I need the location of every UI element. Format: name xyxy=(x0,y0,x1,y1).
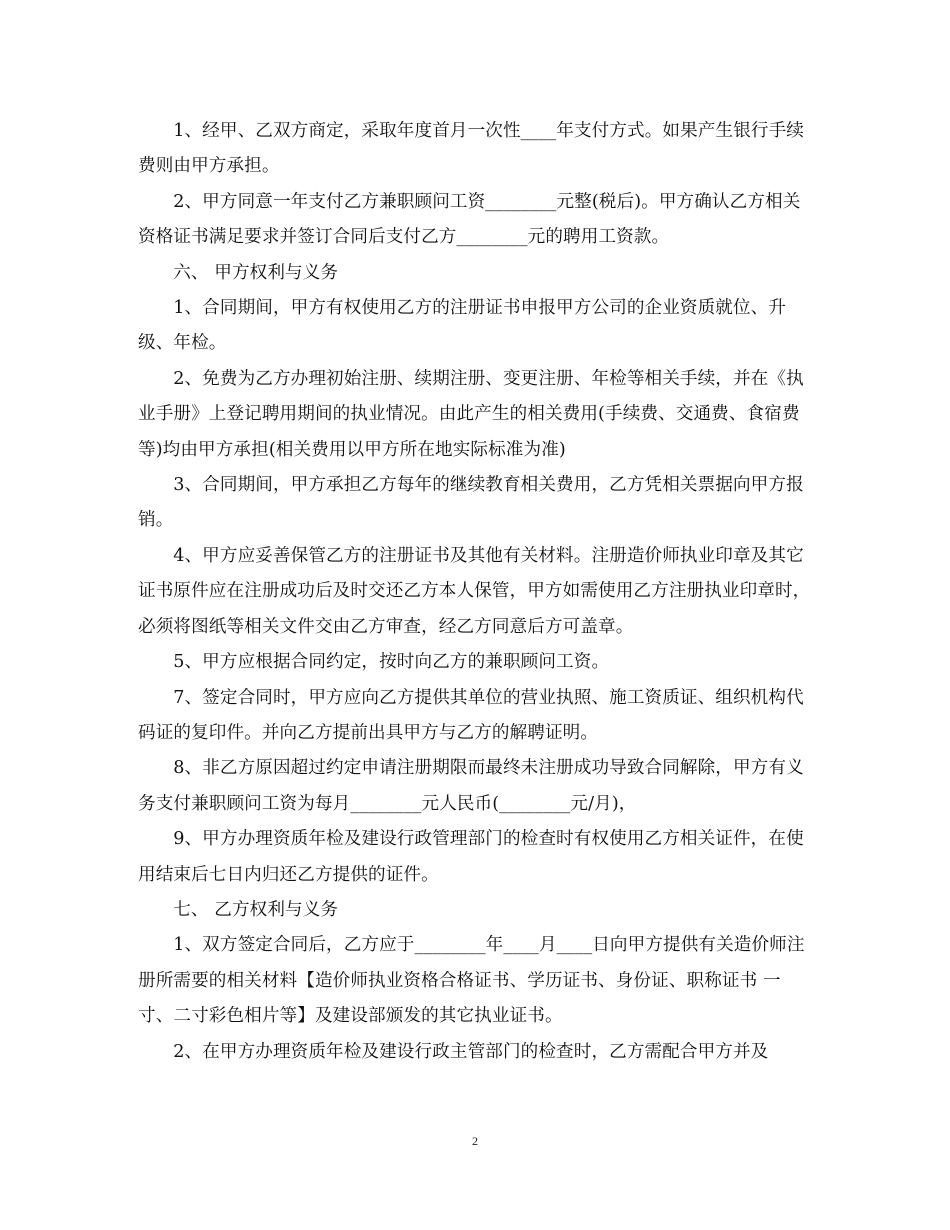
clause-6-9: 9、甲方办理资质年检及建设行政管理部门的检查时有权使用乙方相关证件，在使用结束后七日内归还乙方提供的证件。 xyxy=(138,829,804,885)
clause-6-4: 4、甲方应妥善保管乙方的注册证书及其他有关材料。注册造价师执业印章及其它证书原件应在注册成功后及时交还乙方本人保管，甲方如需使用乙方注册执业印章时，必须将图纸等相关文件交由乙方审查，经乙方同意后方可盖章。 xyxy=(138,545,811,637)
section-heading-party-a-rights: 六、 甲方权利与义务 xyxy=(173,262,339,283)
clause-7-2: 2、在甲方办理资质年检及建设行政主管部门的检查时，乙方需配合甲方并及 xyxy=(173,1041,769,1062)
clause-7-1: 1、双方签定合同后，乙方应于________年____月____日向甲方提供有关造价师注册所需要的相关材料【造价师执业资格合格证书、学历证书、身份证、职称证书 一寸、二寸彩色相片等】及建设部颁发的其它执业证书。 xyxy=(138,935,805,1027)
document-body xyxy=(138,114,814,1070)
clause-5-2-salary: 2、甲方同意一年支付乙方兼职顾问工资________元整(税后)。甲方确认乙方相关资格证书满足要求并签订合同后支付乙方________元的聘用工资款。 xyxy=(138,191,801,248)
clause-6-1: 1、合同期间，甲方有权使用乙方的注册证书申报甲方公司的企业资质就位、升级、年检。 xyxy=(138,298,787,354)
page-number: 2 xyxy=(472,1134,478,1148)
clause-6-7: 7、签定合同时，甲方应向乙方提供其单位的营业执照、施工资质证、组织机构代码证的复印件。并向乙方提前出具甲方与乙方的解聘证明。 xyxy=(138,687,804,743)
clause-6-2: 2、免费为乙方办理初始注册、续期注册、变更注册、年检等相关手续，并在《执业手册》上登记聘用期间的执业情况。由此产生的相关费用(手续费、交通费、食宿费等)均由甲方承担(相关费用以甲方所在地实际标准为准) xyxy=(138,368,804,460)
section-heading-party-b-rights: 七、 乙方权利与义务 xyxy=(173,899,339,920)
clause-6-5: 5、甲方应根据合同约定，按时向乙方的兼职顾问工资。 xyxy=(173,652,610,673)
clause-5-1-payment-method: 1、经甲、乙双方商定，采取年度首月一次性____年支付方式。如果产生银行手续费则由甲方承担。 xyxy=(138,121,804,177)
clause-6-8: 8、非乙方原因超过约定申请注册期限而最终未注册成功导致合同解除，甲方有义务支付兼职顾问工资为每月________元人民币(________元/月)， xyxy=(138,758,804,814)
clause-6-3: 3、合同期间，甲方承担乙方每年的继续教育相关费用，乙方凭相关票据向甲方报销。 xyxy=(138,475,804,531)
